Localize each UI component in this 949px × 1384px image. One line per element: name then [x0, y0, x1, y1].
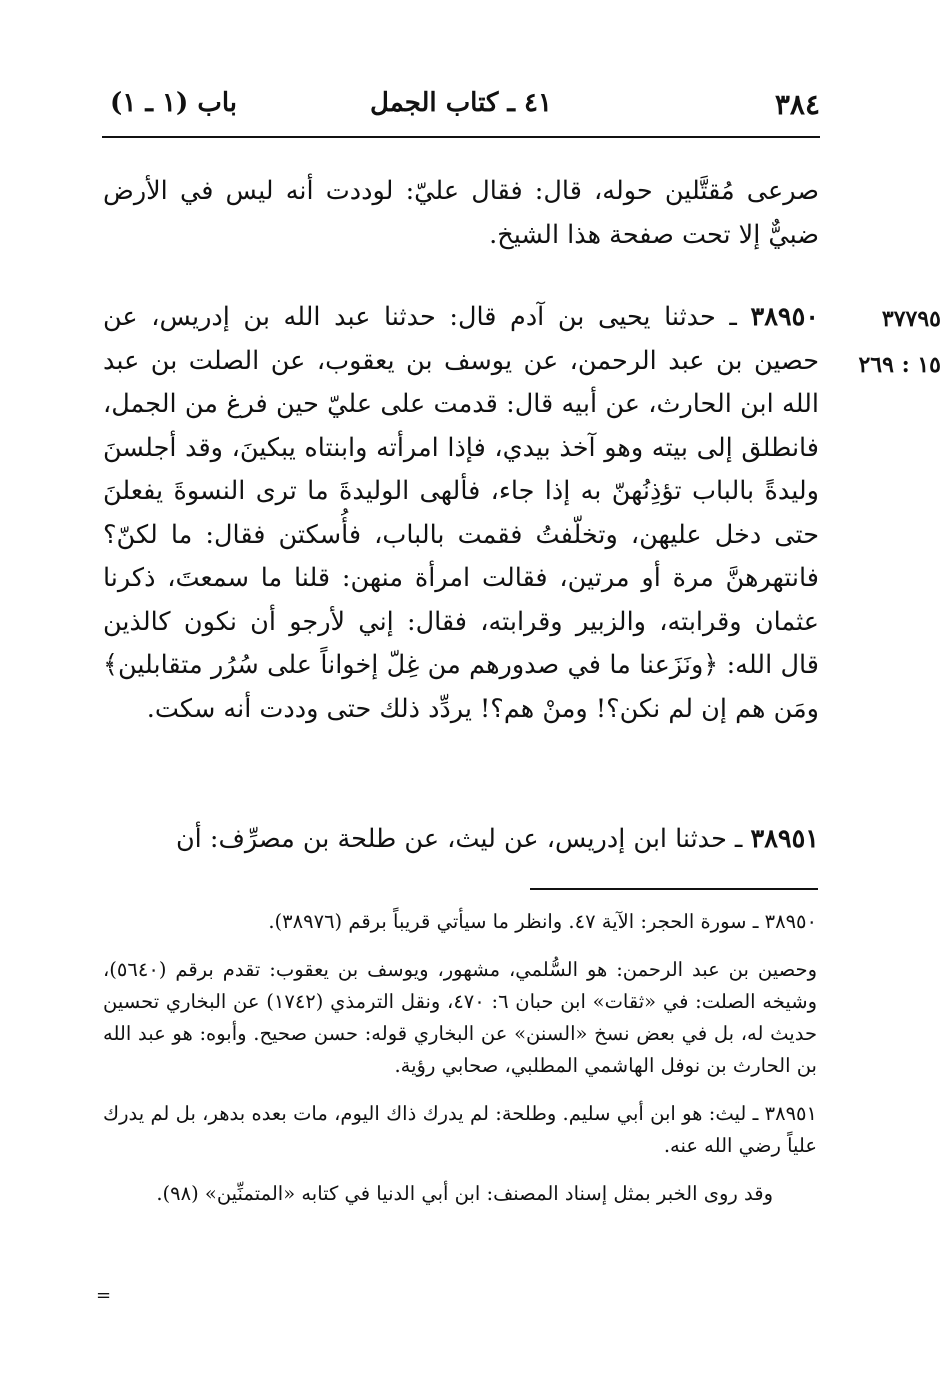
chapter-label: باب (١ ـ ١): [110, 88, 237, 118]
page-number: ٣٨٤: [774, 88, 820, 121]
header-rule: [102, 136, 820, 138]
paragraph-text: صرعى مُقتَّلين حوله، قال: فقال عليّ: لوددت أنه ليس في الأرض ضبيٌّ إلا تحت صفحة هذا الشيخ.: [103, 176, 819, 250]
footnote: وحصين بن عبد الرحمن: هو السُّلمي، مشهور، ويوسف بن يعقوب: تقدم برقم (٥٦٤٠)، وشيخه الصلت: في «ثقات» ابن حبان ٦: ٤٧٠، ونقل الترمذي (١٧٤٢) عن البخاري تحسين حديث له، بل في بعض نسخ «السنن» عن البخاري قوله: حسن صحيح. وأبوه: هو عبد الله بن الحارث بن نوفل الهاشمي المطلبي، صحابي رؤية.: [103, 958, 817, 1077]
paragraph-continuation: [103, 170, 819, 257]
hadith-text: ـ حدثنا ابن إدريس، عن ليث، عن طلحة بن مصرِّف: أن: [175, 824, 751, 854]
hadith-38951: [103, 818, 819, 862]
hadith-number: ٣٨٩٥١: [750, 824, 819, 854]
footnote: وقد روى الخبر بمثل إسناد المصنف: ابن أبي الدنيا في كتابه «المتمنِّين» (٩٨).: [156, 1182, 773, 1205]
footnotes: [103, 906, 817, 1226]
margin-note-volume-page: ١٥ : ٢٦٩: [858, 352, 941, 378]
footnote: ٣٨٩٥١ ـ ليث: هو ابن أبي سليم. وطلحة: لم يدرك ذاك اليوم، مات بعده بدهر، بل لم يدرك علياً رضي الله عنه.: [103, 1102, 817, 1157]
footnote: ٣٨٩٥٠ ـ سورة الحجر: الآية ٤٧. وانظر ما سيأتي قريباً برقم (٣٨٩٧٦).: [268, 910, 817, 933]
margin-note-edition-number: ٣٧٧٩٥: [881, 306, 941, 332]
page-header: [102, 88, 820, 128]
footnote-separator: [530, 888, 818, 890]
book-title: ٤١ ـ كتاب الجمل: [370, 88, 552, 118]
hadith-number: ٣٨٩٥٠: [750, 302, 819, 332]
end-mark: =: [96, 1285, 112, 1306]
hadith-text: ـ حدثنا يحيى بن آدم قال: حدثنا عبد الله بن إدريس، عن حصين بن عبد الرحمن، عن يوسف بن يعقوب، عن الصلت بن عبد الله ابن الحارث، عن أبيه قال: قدمت على عليّ حين فرغ من الجمل، فانطلق إلى بيته وهو آخذ بيدي، فإذا امرأته وابنتاه يبكينَ، وقد أجلسنَ وليدةً بالباب تؤذِنُهنّ به إذا جاء، فألهى الوليدةَ ما ترى النسوةَ يفعلنَ حتى دخل عليهن، وتخلّفتُ فقمت بالباب، فأُسكتن فقال: ما لكنّ؟ فانتهرهنَّ مرة أو مرتين، فقالت امرأة منهن: قلنا ما سمعتَ، ذكرنا عثمان وقرابته، والزبير وقرابته، فقال: إني لأرجو أن نكون كالذين قال الله: ﴿ونَزَعنا ما في صدورهم من غِلّ إخواناً على سُرُر متقابلين﴾ ومَن هم إن لم نكن؟! ومنْ هم؟! يردِّد ذلك حتى وددت أنه سكت.: [103, 302, 819, 724]
hadith-38950: [103, 296, 819, 731]
